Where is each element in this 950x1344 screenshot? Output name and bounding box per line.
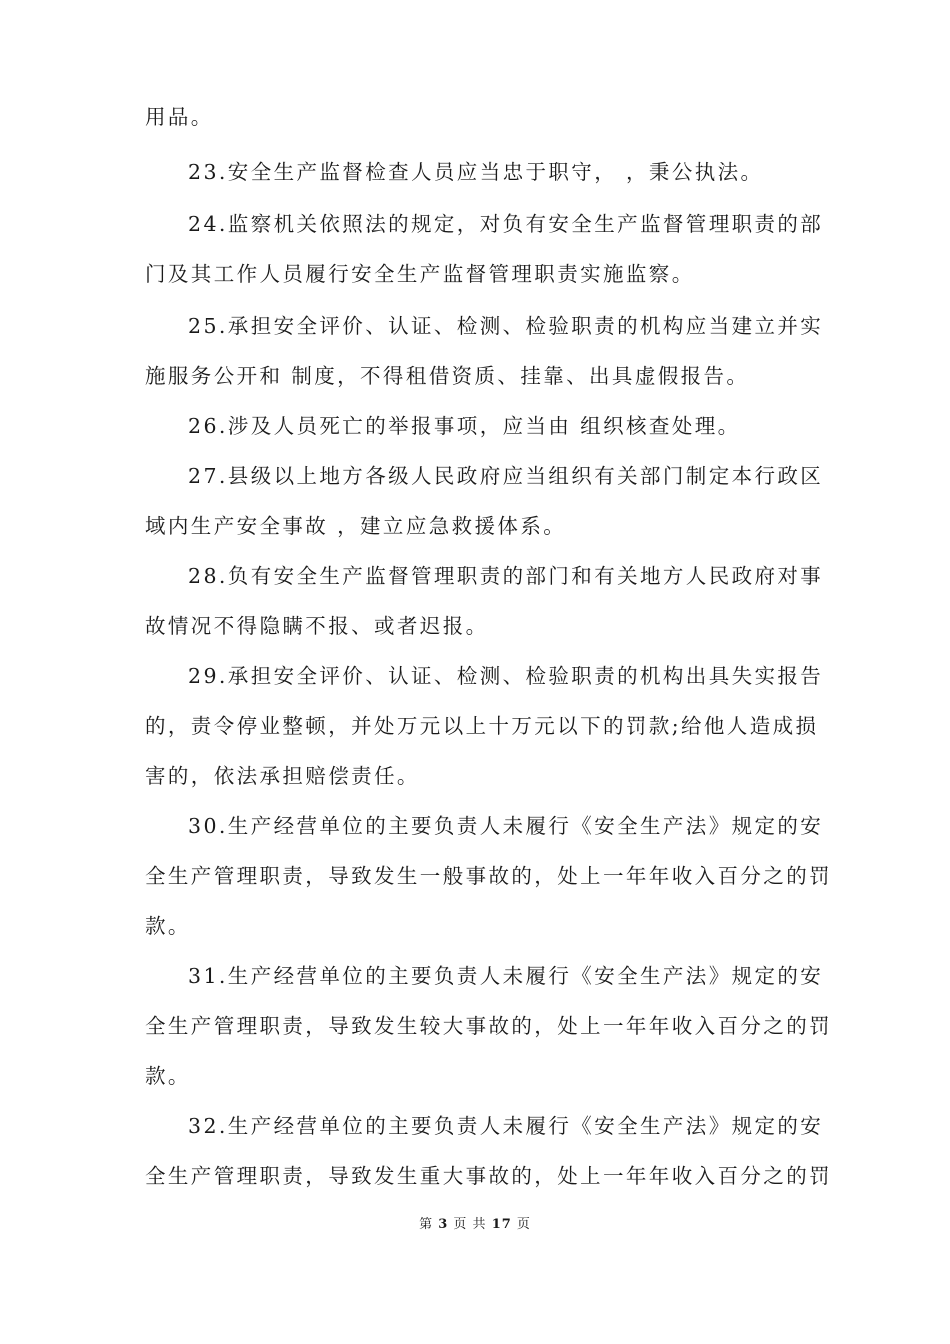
text-line: 26.涉及人员死亡的举报事项，应当由 组织核查处理。 [188, 414, 741, 438]
text-line: 29.承担安全评价、认证、检测、检验职责的机构出具失实报告 [188, 664, 824, 688]
footer-total-pages: 17 [491, 1217, 512, 1232]
text-line: 27.县级以上地方各级人民政府应当组织有关部门制定本行政区 [188, 464, 824, 488]
text-line: 全生产管理职责，导致发生重大事故的，处上一年年收入百分之的罚 [145, 1164, 832, 1188]
text-line: 全生产管理职责，导致发生一般事故的，处上一年年收入百分之的罚 [145, 864, 832, 888]
text-line: 施服务公开和 制度，不得租借资质、挂靠、出具虚假报告。 [145, 364, 750, 388]
page-footer [0, 1216, 950, 1234]
text-line: 门及其工作人员履行安全生产监督管理职责实施监察。 [145, 262, 695, 286]
text-line: 用品。 [145, 105, 214, 129]
text-line: 32.生产经营单位的主要负责人未履行《安全生产法》规定的安 [188, 1114, 824, 1138]
text-line: 的，责令停业整顿，并处万元以上十万元以下的罚款;给他人造成损 [145, 714, 819, 738]
text-line: 域内生产安全事故 ，建立应急救援体系。 [145, 514, 567, 538]
text-line: 害的，依法承担赔偿责任。 [145, 764, 420, 788]
text-line: 故情况不得隐瞒不报、或者迟报。 [145, 614, 489, 638]
footer-page-number: 3 [438, 1217, 449, 1232]
text-line: 23.安全生产监督检查人员应当忠于职守， ，秉公执法。 [188, 160, 764, 184]
text-line: 款。 [145, 1064, 191, 1088]
text-line: 24.监察机关依照法的规定，对负有安全生产监督管理职责的部 [188, 212, 824, 236]
text-line: 28.负有安全生产监督管理职责的部门和有关地方人民政府对事 [188, 564, 824, 588]
text-line: 全生产管理职责，导致发生较大事故的，处上一年年收入百分之的罚 [145, 1014, 832, 1038]
text-line: 款。 [145, 914, 191, 938]
footer-middle: 页 共 [453, 1217, 487, 1232]
text-line: 31.生产经营单位的主要负责人未履行《安全生产法》规定的安 [188, 964, 824, 988]
text-line: 25.承担安全评价、认证、检测、检验职责的机构应当建立并实 [188, 314, 824, 338]
text-line: 30.生产经营单位的主要负责人未履行《安全生产法》规定的安 [188, 814, 824, 838]
footer-prefix: 第 [419, 1217, 434, 1232]
footer-suffix: 页 [516, 1217, 531, 1232]
